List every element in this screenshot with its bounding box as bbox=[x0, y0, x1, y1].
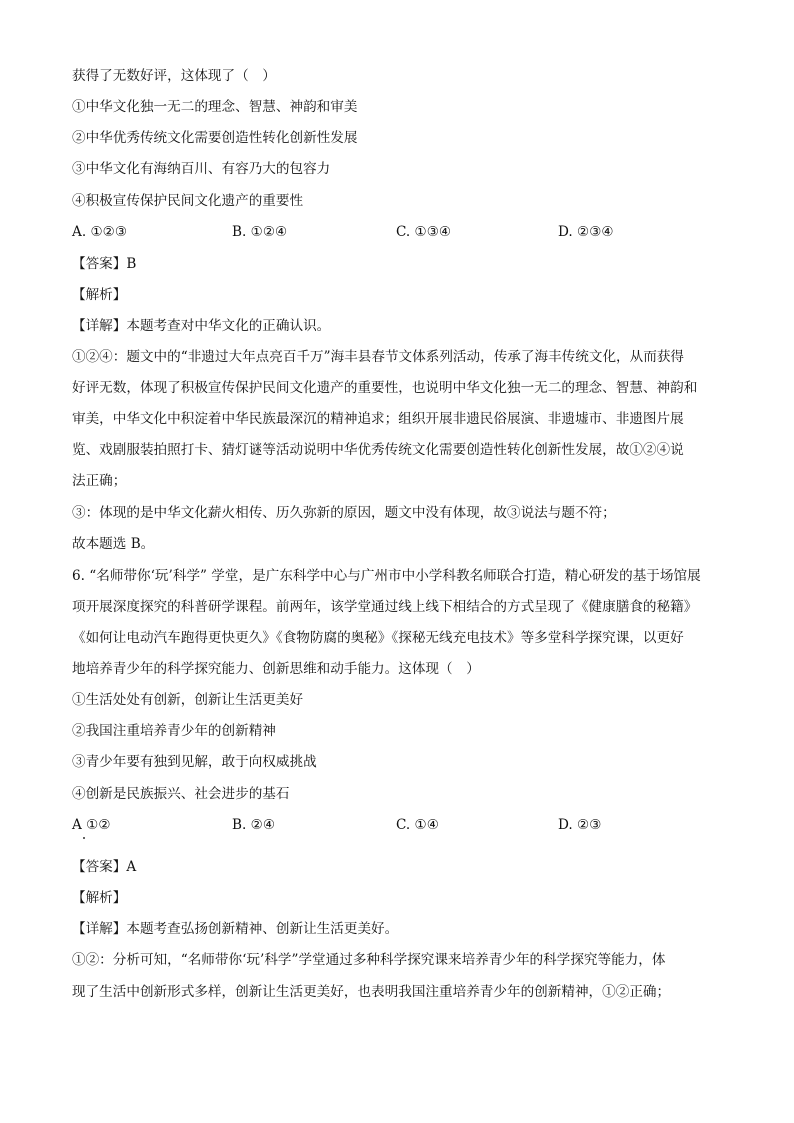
q5-answer: 【答案】B bbox=[72, 256, 137, 272]
q5-stem-tail: 获得了无数好评，这体现了（ ） bbox=[72, 68, 276, 84]
q6-stem-line-2: 项开展深度探究的科普研学课程。前两年，该学堂通过线上线下相结合的方式呈现了《健康膳食的秘籍》 bbox=[72, 599, 698, 615]
q5-option-c: C. ①③④ bbox=[396, 224, 452, 240]
q6-stem-line-3: 《如何让电动汽车跑得更快更久》《食物防腐的奥秘》《探秘无线充电技术》等多堂科学探究课，以更好 bbox=[72, 630, 684, 646]
q6-analysis-label: 【解析】 bbox=[72, 890, 127, 906]
stray-dot bbox=[83, 837, 85, 839]
q5-option-d: D. ②③④ bbox=[558, 224, 614, 240]
q5-explanation-line-3: 审美，中华文化中积淀着中华民族最深沉的精神追求；组织开展非遗民俗展演、非遗墟市、非遗图片展 bbox=[72, 411, 684, 427]
q5-statement-1: ①中华文化独一无二的理念、智慧、神韵和审美 bbox=[72, 99, 358, 115]
q5-options bbox=[72, 222, 724, 242]
q6-explanation-line-1: ①②：分析可知，“名师带你‘玩’科学”学堂通过多种科学探究课来培养青少年的科学探究等能力，体 bbox=[72, 952, 666, 968]
q5-statement-2: ②中华优秀传统文化需要创造性转化创新性发展 bbox=[72, 130, 358, 146]
q5-explanation-line-4: 览、戏剧服装拍照打卡、猜灯谜等活动说明中华优秀传统文化需要创造性转化创新性发展，故①②④说 bbox=[72, 442, 684, 458]
q6-option-a: A ①② bbox=[72, 817, 111, 833]
q5-statement-4: ④积极宣传保护民间文化遗产的重要性 bbox=[72, 193, 304, 209]
q5-statement-3: ③中华文化有海纳百川、有容乃大的包容力 bbox=[72, 161, 331, 177]
q5-explanation-line-5: 法正确； bbox=[72, 473, 127, 489]
q5-explanation-3: ③：体现的是中华文化薪火相传、历久弥新的原因，题文中没有体现，故③说法与题不符； bbox=[72, 505, 616, 521]
q6-options bbox=[72, 815, 724, 835]
q6-explanation-line-2: 现了生活中创新形式多样，创新让生活更美好，也表明我国注重培养青少年的创新精神，①②正确； bbox=[72, 984, 671, 1000]
q6-stem-line-1: 6. “名师带你‘玩’科学” 学堂，是广东科学中心与广州市中小学科教名师联合打造，精心研发的基于场馆展 bbox=[72, 568, 701, 584]
q6-answer: 【答案】A bbox=[72, 859, 137, 875]
q5-conclusion: 故本题选 B。 bbox=[72, 536, 155, 552]
q6-statement-1: ①生活处处有创新，创新让生活更美好 bbox=[72, 692, 304, 708]
q6-stem-line-4: 地培养青少年的科学探究能力、创新思维和动手能力。这体现（ ） bbox=[72, 661, 480, 677]
q6-statement-3: ③青少年要有独到见解，敢于向权威挑战 bbox=[72, 754, 317, 770]
q6-option-b: B. ②④ bbox=[232, 817, 276, 833]
q5-explanation-line-2: 好评无数，体现了积极宣传保护民间文化遗产的重要性，也说明中华文化独一无二的理念、智慧、神韵和 bbox=[72, 380, 698, 396]
q6-statement-2: ②我国注重培养青少年的创新精神 bbox=[72, 723, 276, 739]
q5-option-a: A. ①②③ bbox=[72, 224, 128, 240]
q6-option-d: D. ②③ bbox=[558, 817, 602, 833]
q5-detail: 【详解】本题考查对中华文化的正确认识。 bbox=[72, 318, 331, 334]
q5-explanation-line-1: ①②④：题文中的“非遗过大年点亮百千万”海丰县春节文体系列活动，传承了海丰传统文化，从而获得 bbox=[72, 349, 685, 365]
q6-option-c: C. ①④ bbox=[396, 817, 439, 833]
q6-detail: 【详解】本题考查弘扬创新精神、创新让生活更美好。 bbox=[72, 921, 399, 937]
q6-statement-4: ④创新是民族振兴、社会进步的基石 bbox=[72, 786, 290, 802]
q5-analysis-label: 【解析】 bbox=[72, 287, 127, 303]
q5-option-b: B. ①②④ bbox=[232, 224, 288, 240]
